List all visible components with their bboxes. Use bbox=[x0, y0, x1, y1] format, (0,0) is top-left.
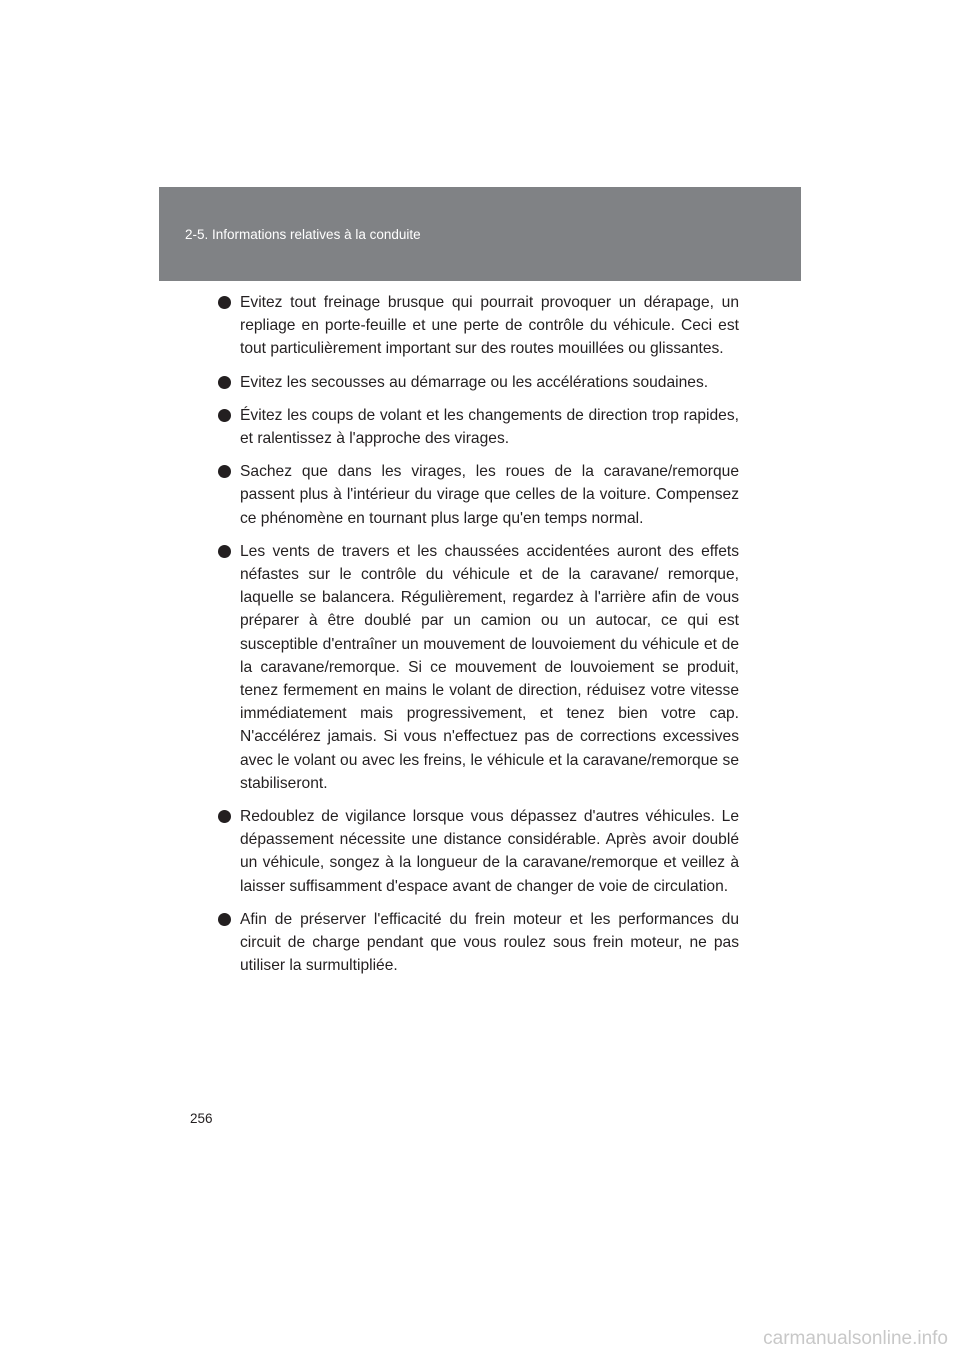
list-item bbox=[218, 404, 739, 450]
list-item bbox=[218, 908, 739, 978]
bullet-dot-icon bbox=[218, 913, 231, 926]
list-item-text: Evitez tout freinage brusque qui pourrait provoquer un dérapage, un repliage en porte-feuille et une perte de contrôle du véhicule. Ceci est tout particulièrement important sur des routes mouillées ou glissantes. bbox=[240, 294, 739, 358]
list-item bbox=[218, 291, 739, 361]
list-item-text: Évitez les coups de volant et les changements de direction trop rapides, et ralentissez à l'approche des virages. bbox=[240, 406, 739, 448]
list-item-text: Afin de préserver l'efficacité du frein moteur et les performances du circuit de charge pendant que vous roulez sous frein moteur, ne pas utiliser la surmultipliée. bbox=[240, 910, 739, 975]
list-item bbox=[218, 540, 739, 795]
section-title: 2-5. Informations relatives à la conduite bbox=[185, 227, 421, 242]
bullet-dot-icon bbox=[218, 376, 231, 389]
list-item bbox=[218, 460, 739, 530]
bullet-dot-icon bbox=[218, 296, 231, 309]
bullet-dot-icon bbox=[218, 545, 231, 558]
bullet-dot-icon bbox=[218, 465, 231, 478]
list-item bbox=[218, 805, 739, 898]
bullet-dot-icon bbox=[218, 810, 231, 823]
watermark: carmanualsonline.info bbox=[763, 1328, 948, 1349]
bullet-list bbox=[218, 291, 739, 987]
bullet-dot-icon bbox=[218, 409, 231, 422]
list-item-text: Les vents de travers et les chaussées accidentées auront des effets néfastes sur le contrôle du véhicule et de la caravane/ remorque, laquelle se balancera. Régulièrement, regardez à l'arrière afin de vous préparer à être doublé par un camion ou un autocar, ce qui est susceptible d'entraîner un mouvement de louvoiement du véhicule et de la caravane/remorque. Si ce mouvement de louvoiement se produit, tenez fermement en mains le volant de direction, réduisez votre vitesse immédiatement mais progressivement, et tenez bien votre cap. N'accélérez jamais. Si vous n'effectuez pas de corrections excessives avec le volant ou avec les freins, le véhicule et la caravane/remorque se stabiliseront. bbox=[240, 542, 739, 792]
list-item-text: Evitez les secousses au démarrage ou les accélérations soudaines. bbox=[240, 373, 709, 391]
list-item-text: Sachez que dans les virages, les roues de la caravane/remorque passent plus à l'intérieur du virage que celles de la voiture. Compensez ce phénomène en tournant plus large qu'en temps normal. bbox=[240, 463, 739, 527]
list-item bbox=[218, 371, 739, 394]
page-number: 256 bbox=[190, 1111, 213, 1126]
list-item-text: Redoublez de vigilance lorsque vous dépassez d'autres véhicules. Le dépassement nécessite une distance considérable. Après avoir doublé un véhicule, songez à la longueur de la caravane/remorque et veillez à laisser suffisamment d'espace avant de changer de voie de circulation. bbox=[240, 808, 739, 895]
section-header-band bbox=[159, 187, 801, 281]
